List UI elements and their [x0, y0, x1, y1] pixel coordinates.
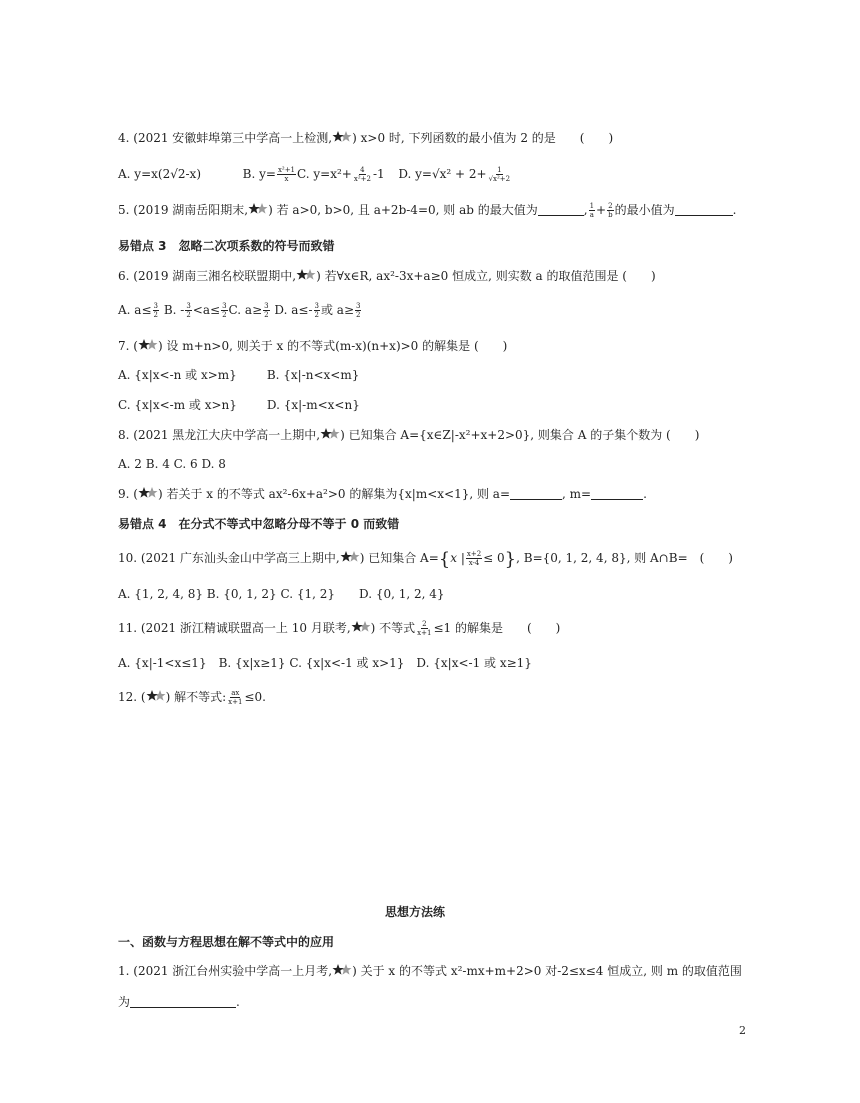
method-question-1-stem: 1. (2021 浙江台州实验中学高一上月考, ) 关于 x 的不等式 x²-mx+m+2>0 对-2≤x≤4 恒成立, 则 m 的取值范围 [118, 964, 742, 978]
question-10-options: A. {1, 2, 4, 8} B. {0, 1, 2} C. {1, 2} D. {0, 1, 2, 4} [118, 587, 445, 601]
star-difficulty-icon [138, 486, 158, 500]
question-9-stem: 9. ( ) 若关于 x 的不等式 ax²-6x+a²>0 的解集为{x|m<x<1}, 则 a= , m= . [118, 487, 647, 501]
section-heading: 易错点 3 忽略二次项系数的符号而致错 [118, 239, 335, 253]
part-heading: 一、函数与方程思想在解不等式中的应用 [118, 935, 335, 949]
star-difficulty-icon [332, 963, 352, 977]
section-heading: 易错点 4 在分式不等式中忽略分母不等于 0 而致错 [118, 517, 400, 531]
star-difficulty-icon [296, 268, 316, 282]
answer-blank[interactable] [675, 203, 733, 216]
page-number: 2 [739, 1024, 746, 1037]
question-6-options [118, 302, 362, 319]
question-10-stem: 10. (2021 广东汕头金山中学高三上期中, ) 已知集合 A={x | $\frac{x+2}{x-4}$ ≤ 0}, B={0, 1, 2, 4, 8}, 则 A∩B= ( ) [118, 549, 733, 570]
method-question-1-line2: 为 . [118, 995, 240, 1009]
question-11-stem: 11. (2021 浙江精诚联盟高一上 10 月联考, ) 不等式 $\frac{2}{x+1}$ ≤1 的解集是 ( ) [118, 620, 561, 637]
question-7-options-row2 [118, 397, 360, 413]
answer-blank[interactable] [538, 203, 584, 216]
option-d: D. y=√x² + 2+ $\frac{1}{\text{√x²+2}}$ [398, 166, 511, 183]
star-difficulty-icon [320, 427, 340, 441]
option-c: C. {x|x<-m 或 x>n} [118, 398, 237, 412]
question-11-options: A. {x|-1<x≤1} B. {x|x≥1} C. {x|x<-1 或 x>1} D. {x|x<-1 或 x≥1} [118, 656, 532, 670]
star-difficulty-icon [138, 338, 158, 352]
option-a: A. a≤ $\frac{3}{2}$ [118, 302, 158, 319]
question-8-stem: 8. (2021 黑龙江大庆中学高一上期中, ) 已知集合 A={x∈Z|-x²+x+2>0}, 则集合 A 的子集个数为 ( ) [118, 428, 700, 442]
answer-blank[interactable] [510, 487, 562, 500]
star-difficulty-icon [146, 689, 166, 703]
star-difficulty-icon [248, 202, 268, 216]
option-a: A. {x|x<-n 或 x>m} [118, 368, 237, 382]
question-4-stem: 4. (2021 安徽蚌埠第三中学高一上检测, ) x>0 时, 下列函数的最小值为 2 的是 ( ) [118, 131, 614, 145]
answer-blank[interactable] [591, 487, 643, 500]
question-6-stem: 6. (2019 湖南三湘名校联盟期中, ) 若∀x∈R, ax²-3x+a≥0 恒成立, 则实数 a 的取值范围是 ( ) [118, 269, 656, 283]
option-b: B. - $\frac{3}{2}$ <a≤ $\frac{3}{2}$ [163, 302, 227, 319]
star-difficulty-icon [351, 620, 371, 634]
option-c: C. a≥ $\frac{3}{2}$ [228, 302, 269, 319]
option-c: C. y=x²+ $\frac{4}{\text{x²+2}}$ -1 [297, 166, 385, 183]
method-section-title: 思想方法练 [385, 905, 446, 919]
star-difficulty-icon [340, 550, 360, 564]
option-d: D. {x|-m<x<n} [266, 398, 360, 412]
option-b: B. y= $\frac{\text{x²+1}}{x}$ [242, 166, 296, 183]
option-a: A. y=x(2√2-x) [118, 167, 201, 181]
option-b: B. {x|-n<x<m} [266, 368, 360, 382]
star-difficulty-icon [332, 130, 352, 144]
question-5-stem: 5. (2019 湖南岳阳期末, ) 若 a>0, b>0, 且 a+2b-4=0, 则 ab 的最大值为 , $\frac{1}{a}$ + $\frac{2}{b}$ 的最小值为 . [118, 202, 737, 219]
option-d: D. a≤- $\frac{3}{2}$ 或 a≥ $\frac{3}{2}$ [274, 302, 361, 319]
answer-blank[interactable] [130, 995, 236, 1008]
question-4-options [118, 166, 512, 183]
question-7-options-row1 [118, 367, 359, 383]
question-7-stem: 7. ( ) 设 m+n>0, 则关于 x 的不等式(m-x)(n+x)>0 的解集是 ( ) [118, 339, 508, 353]
question-12-stem: 12. ( ) 解不等式: $\frac{ax}{x+1}$ ≤0. [118, 689, 266, 706]
question-8-options: A. 2 B. 4 C. 6 D. 8 [118, 457, 226, 471]
